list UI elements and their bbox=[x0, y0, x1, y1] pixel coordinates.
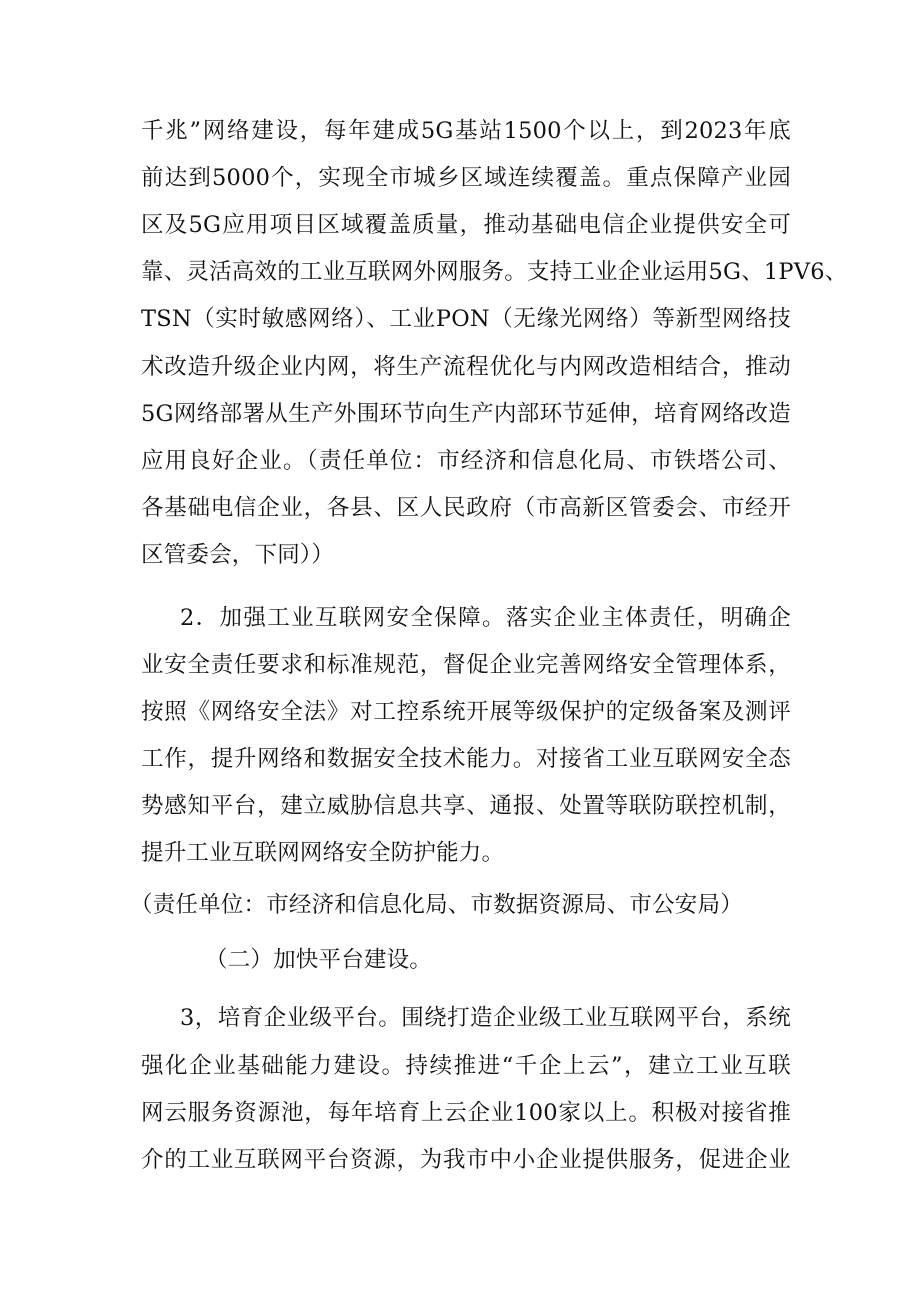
text-line: 强化企业基础能力建设。持续推进“千企上云”，建立工业互联 bbox=[141, 1053, 791, 1079]
responsibility-note: （责任单位：市经济和信息化局、市数据资源局、市公安局） bbox=[130, 892, 743, 918]
text-line: 5G网络部署从生产外围环节向生产内部环节延伸，培育网络改造 bbox=[141, 401, 791, 427]
text-line: 靠、灵活高效的工业互联网外网服务。支持工业企业运用5G、1PV6、 bbox=[141, 259, 848, 285]
text-line: TSN（实时敏感网络）、工业PON（无缘光网络）等新型网络技 bbox=[141, 306, 791, 332]
text-line: 网云服务资源池，每年培育上云企业100家以上。积极对接省推 bbox=[141, 1100, 791, 1126]
text-line: 工作，提升网络和数据安全技术能力。对接省工业互联网安全态 bbox=[141, 746, 791, 772]
text-line: 应用良好企业。（责任单位：市经济和信息化局、市铁塔公司、 bbox=[141, 448, 791, 474]
text-line: 势感知平台，建立威胁信息共享、通报、处置等联防联控机制， bbox=[141, 793, 791, 819]
section-heading: （二）加快平台建设。 bbox=[205, 947, 433, 973]
text-line: 介的工业互联网平台资源，为我市中小企业提供服务，促进企业 bbox=[141, 1147, 791, 1173]
text-line: 千兆”网络建设，每年建成5G基站1500个以上，到2023年底 bbox=[141, 118, 791, 144]
text-line: 前达到5000个，实现全市城乡区域连续覆盖。重点保障产业园 bbox=[141, 165, 791, 191]
text-line: 区管委会，下同）） bbox=[141, 542, 335, 568]
text-line: 各基础电信企业，各县、区人民政府（市高新区管委会、市经开 bbox=[141, 495, 791, 521]
text-line: 3，培育企业级平台。围绕打造企业级工业互联网平台，系统 bbox=[180, 1005, 791, 1031]
text-line: 术改造升级企业内网，将生产流程优化与内网改造相结合，推动 bbox=[141, 354, 791, 380]
text-line: 提升工业互联网网络安全防护能力。 bbox=[141, 840, 505, 866]
text-line: 业安全责任要求和标准规范，督促企业完善网络安全管理体系， bbox=[141, 652, 791, 678]
text-line: 2．加强工业互联网安全保障。落实企业主体责任，明确企 bbox=[180, 605, 791, 631]
text-line: 按照《网络安全法》对工控系统开展等级保护的定级备案及测评 bbox=[141, 699, 791, 725]
text-line: 区及5G应用项目区域覆盖质量，推动基础电信企业提供安全可 bbox=[141, 212, 791, 238]
